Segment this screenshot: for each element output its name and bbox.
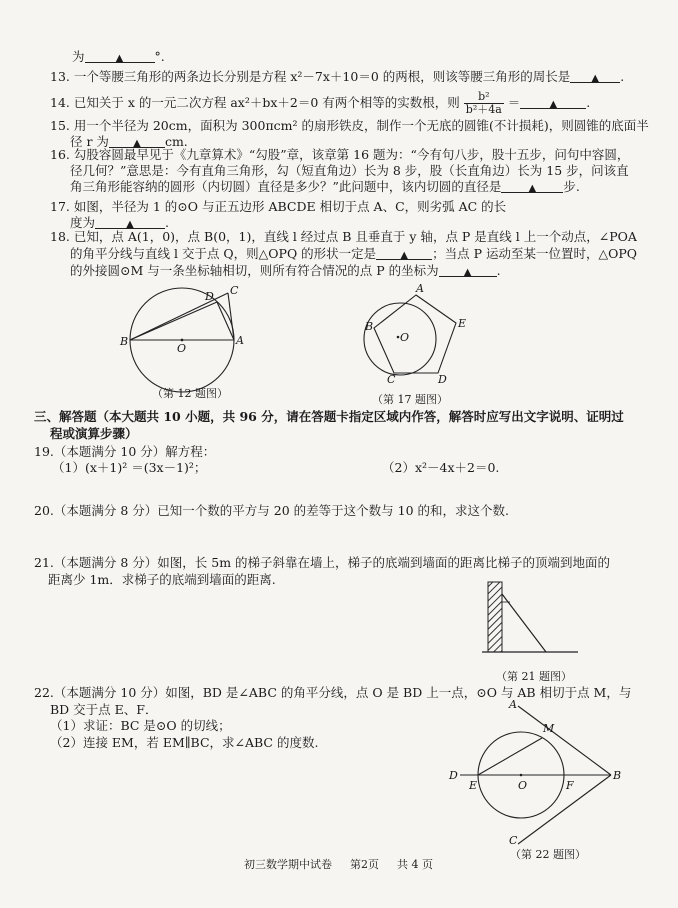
question-17-line2: 度为 ▲ . xyxy=(70,215,169,230)
question-text: 一个等腰三角形的两条边长分别是方程 x²－7x＋10＝0 的两根，则该等腰三角形的周长是 xyxy=(73,69,571,84)
question-text: （本题满分 10 分）解方程： xyxy=(53,444,216,459)
question-20 xyxy=(34,502,509,519)
label-F: F xyxy=(566,779,574,792)
answer-blank: ▲ xyxy=(570,68,620,83)
label-B: B xyxy=(613,769,622,782)
question-19 xyxy=(34,443,215,460)
q12-suffix: °. xyxy=(154,49,165,64)
answer-blank: ▲ xyxy=(439,262,497,277)
question-18 xyxy=(50,228,637,245)
label-E: E xyxy=(458,317,467,330)
section-3-heading-line2: 程或演算步骤） xyxy=(50,426,138,441)
answer-blank: ▲ xyxy=(501,178,563,193)
label-O: O xyxy=(177,342,187,355)
figure-21-caption: （第 21 题图） xyxy=(496,670,572,683)
question-text: 用一个半径为 20cm，面积为 300πcm² 的扇形铁皮，制作一个无底的圆锥(不计损耗)，则圆锥的底面半 xyxy=(73,118,649,133)
question-number: 21. xyxy=(34,555,54,570)
answer-blank: ▲ xyxy=(376,245,432,260)
q12-tail-text: 为 xyxy=(72,49,85,64)
question-text: 如图，半径为 1 的⊙O 与正五边形 ABCDE 相切于点 A、C，则劣弧 AC 的长 xyxy=(73,199,507,214)
answer-blank: ▲ xyxy=(95,214,165,229)
question-number: 20. xyxy=(34,503,54,518)
label-M: M xyxy=(543,722,555,735)
question-22-line2: BD 交于点 E、F． xyxy=(50,702,158,717)
q12-tail xyxy=(72,48,165,65)
question-number: 13. xyxy=(50,69,70,84)
footer-title: 初三数学期中试卷 xyxy=(244,858,332,871)
figure-12-caption: （第 12 题图） xyxy=(152,387,228,400)
question-text: （本题满分 8 分）已知一个数的平方与 20 的差等于这个数与 10 的和，求这个数. xyxy=(53,503,509,518)
question-number: 15. xyxy=(50,118,70,133)
question-22-part1: （1）求证：BC 是⊙O 的切线； xyxy=(50,718,231,733)
line-CB xyxy=(518,775,611,844)
label-A: A xyxy=(416,282,424,295)
figure-22-diagram xyxy=(445,698,625,848)
question-19-part1: （1）(x＋1)² ＝(3x－1)²； xyxy=(52,460,207,475)
question-text: 已知关于 x 的一元二次方程 ax²＋bx＋2＝0 有两个相等的实数根，则 xyxy=(73,95,460,110)
question-22-part2: （2）连接 EM，若 EM∥BC，求∠ABC 的度数. xyxy=(50,735,319,750)
question-14: 14. 已知关于 x 的一元二次方程 ax²＋bx＋2＝0 有两个相等的实数根，则 $\frac{\text{b²}}{\text{b²＋4a}}$ ＝ ▲ . xyxy=(50,90,591,116)
figure-21-diagram xyxy=(482,578,582,658)
page-footer xyxy=(244,856,451,872)
label-A: A xyxy=(236,334,244,347)
question-18-line3: 的外接圆⊙M 与一条坐标轴相切，则所有符合情况的点 P 的坐标为 ▲ . xyxy=(70,263,501,278)
section-3-heading: 三、解答题（本大题共 10 小题，共 96 分，请在答题卡指定区域内作答，解答时应写出文字说明、证明过 xyxy=(34,409,624,424)
line-EM xyxy=(478,738,542,775)
figure-17-caption: （第 17 题图） xyxy=(372,393,448,406)
question-16 xyxy=(50,146,629,163)
label-C: C xyxy=(509,834,518,847)
question-number: 14. xyxy=(50,95,70,110)
wall xyxy=(488,582,502,652)
question-15-line2: 径 r 为 ▲ cm. xyxy=(70,134,188,149)
answer-blank: ▲ xyxy=(520,94,586,109)
figure-22-caption: （第 22 题图） xyxy=(510,848,586,861)
question-21 xyxy=(34,554,610,571)
label-C: C xyxy=(230,284,239,297)
question-number: 18. xyxy=(50,229,70,244)
question-18-line2: 的角平分线与直线 l 交于点 Q，则△OPQ 的形状一定是 ▲ ；当点 P 运动至某一位置时，△OPQ xyxy=(70,246,638,261)
line-AB xyxy=(518,706,611,775)
figure-17-diagram xyxy=(360,282,480,386)
label-O: O xyxy=(518,779,528,792)
answer-blank: ▲ xyxy=(109,133,165,148)
label-D: D xyxy=(449,769,458,782)
label-D: D xyxy=(205,290,214,303)
question-17 xyxy=(50,198,506,215)
question-number: 22. xyxy=(34,685,54,700)
label-A: A xyxy=(509,698,517,711)
question-19-part2: （2）x²－4x＋2＝0. xyxy=(382,460,500,475)
fraction: $\frac{\text{b²}}{\text{b²＋4a}}$ xyxy=(465,90,502,116)
question-13: 13. 一个等腰三角形的两条边长分别是方程 x²－7x＋10＝0 的两根，则该等腰三角形的周长是 ▲ . xyxy=(50,69,625,84)
label-B: B xyxy=(365,320,374,333)
question-number: 19. xyxy=(34,444,54,459)
question-21-line2: 距离少 1m．求梯子的底端到墙面的距离. xyxy=(48,572,276,587)
figure-12-diagram xyxy=(120,284,265,378)
question-text: （本题满分 10 分）如图，BD 是∠ABC 的角平分线，点 O 是 BD 上一点，⊙O 与 AB 相切于点 M，与 xyxy=(53,685,632,700)
question-15 xyxy=(50,117,649,134)
label-E: E xyxy=(469,779,478,792)
label-O: O xyxy=(400,331,410,344)
question-text: 勾股容圆最早见于《九章算术》“勾股”章，该章第 16 题为：“今有句八步，股十五步，问句中容圆， xyxy=(73,147,630,162)
question-text: （本题满分 8 分）如图，长 5m 的梯子斜靠在墙上，梯子的底端到墙面的距离比梯子的顶端到地面的 xyxy=(53,555,611,570)
label-B: B xyxy=(120,335,129,348)
question-number: 17. xyxy=(50,199,70,214)
ladder-line xyxy=(502,594,546,652)
q12-answer-blank: ▲ xyxy=(85,48,155,63)
footer-page-number: 第2页 xyxy=(350,858,379,871)
question-text: 已知，点 A(1，0)，点 B(0，1)，直线 l 经过点 B 且垂直于 y 轴，点 P 是直线 l 上一个动点，∠POA xyxy=(73,229,637,244)
footer-total-pages: 共 4 页 xyxy=(397,858,433,871)
question-16-line2: 径几何？”意思是：今有直角三角形，勾（短直角边）长为 8 步，股（长直角边）长为 15 步，问该直 xyxy=(70,163,629,178)
label-D: D xyxy=(438,373,447,386)
question-number: 16. xyxy=(50,147,70,162)
question-16-line3: 角三角形能容纳的圆形（内切圆）直径是多少？”此问题中，该内切圆的直径是 ▲ 步. xyxy=(70,179,580,194)
label-C: C xyxy=(387,373,396,386)
